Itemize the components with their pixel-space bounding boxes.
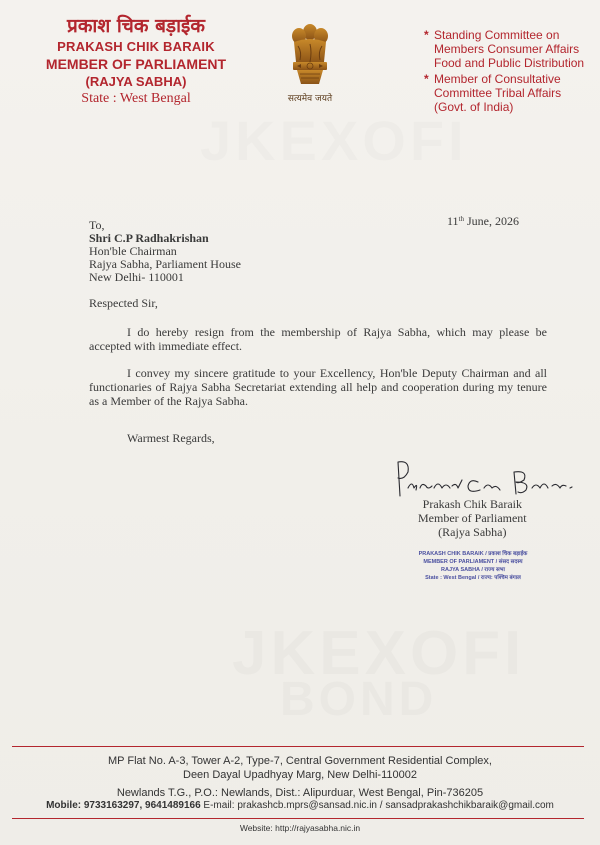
state-name: State : West Bengal	[81, 91, 191, 106]
name-hindi: प्रकाश चिक बड़ाईक	[67, 15, 205, 37]
recipient-line: Hon'ble Chairman	[89, 244, 177, 258]
salutation: Respected Sir,	[89, 296, 158, 310]
letterhead-left	[36, 14, 236, 108]
lion-capital-icon	[288, 22, 332, 90]
footer-email: E-mail: prakashcb.mprs@sansad.nic.in / sansadprakashchikbaraik@gmail.com	[200, 800, 554, 811]
letter-date	[447, 214, 519, 229]
footer-address-line-3: Newlands T.G., P.O.: Newlands, Dist.: Alipurduar, West Bengal, Pin-736205	[116, 787, 484, 799]
committee-line: Members Consumer Affairs	[434, 42, 580, 56]
stamp-line: PRAKASH CHIK BARAIK / प्रकाश चिक बड़ाईक	[418, 551, 528, 557]
emblem-motto: सत्यमेव जयते	[287, 94, 333, 104]
stamp-line: RAJYA SABHA / राज्य सभा	[441, 567, 505, 573]
footer-contact	[0, 799, 600, 812]
footer-website: Website: http://rajyasabha.nic.in	[239, 823, 361, 833]
footer-address-line-2: Deen Dayal Upadhyay Marg, New Delhi-110002	[183, 769, 417, 781]
date-day: 11	[447, 214, 459, 228]
name-english: PRAKASH CHIK BARAIK	[57, 39, 215, 54]
committee-line: Member of Consultative	[434, 72, 561, 86]
recipient-block	[89, 219, 241, 284]
recipient-name: Shri C.P Radhakrishan	[89, 231, 209, 245]
designation: MEMBER OF PARLIAMENT	[45, 56, 227, 72]
signatory-block	[418, 497, 527, 539]
footer-mobile: Mobile: 9733163297, 9641489166	[46, 800, 201, 811]
handwritten-signature	[392, 458, 577, 502]
recipient-line: New Delhi- 110001	[89, 270, 184, 284]
committee-line: Food and Public Distribution	[434, 56, 585, 70]
watermark-bottom-2	[280, 672, 437, 727]
stamp-line: MEMBER OF PARLIAMENT / संसद सदस्य	[423, 559, 523, 565]
stamp-line: State : West Bengal / राज्य: पश्चिम बंगाल	[425, 575, 521, 581]
official-stamp	[398, 550, 548, 582]
signatory-house: (Rajya Sabha)	[438, 525, 507, 539]
bullet-mark: *	[424, 72, 429, 86]
house-name: (RAJYA SABHA)	[85, 74, 187, 89]
signatory-title: Member of Parliament	[418, 511, 527, 525]
committee-list	[424, 28, 594, 114]
footer-rule-top	[12, 746, 584, 747]
signatory-name: Prakash Chik Baraik	[422, 497, 522, 511]
national-emblem	[278, 22, 342, 112]
watermark-top	[200, 108, 468, 173]
committee-line: Standing Committee on	[434, 28, 560, 42]
paragraph-gratitude: I convey my sincere gratitude to your Excellency, Hon'ble Deputy Chairman and all functionaries of Rajya Sabha Secretariat extending all help and cooperation during my tenure as a Member of the Rajya Sabha.	[89, 366, 547, 408]
committee-item	[424, 72, 594, 114]
committee-line: (Govt. of India)	[434, 100, 514, 114]
footer-address-line-1: MP Flat No. A-3, Tower A-2, Type-7, Central Government Residential Complex,	[108, 755, 492, 767]
to-label: To,	[89, 218, 105, 232]
date-suffix: th	[458, 215, 465, 223]
committee-line: Committee Tribal Affairs	[434, 86, 562, 100]
bullet-mark: *	[424, 28, 429, 42]
footer-rule-bottom	[12, 818, 584, 819]
closing: Warmest Regards,	[127, 431, 215, 445]
recipient-line: Rajya Sabha, Parliament House	[89, 257, 241, 271]
committee-item	[424, 28, 594, 70]
date-rest: June, 2026	[464, 214, 520, 228]
paragraph-resignation: I do hereby resign from the membership of Rajya Sabha, which may please be accepted with immediate effect.	[89, 325, 547, 353]
